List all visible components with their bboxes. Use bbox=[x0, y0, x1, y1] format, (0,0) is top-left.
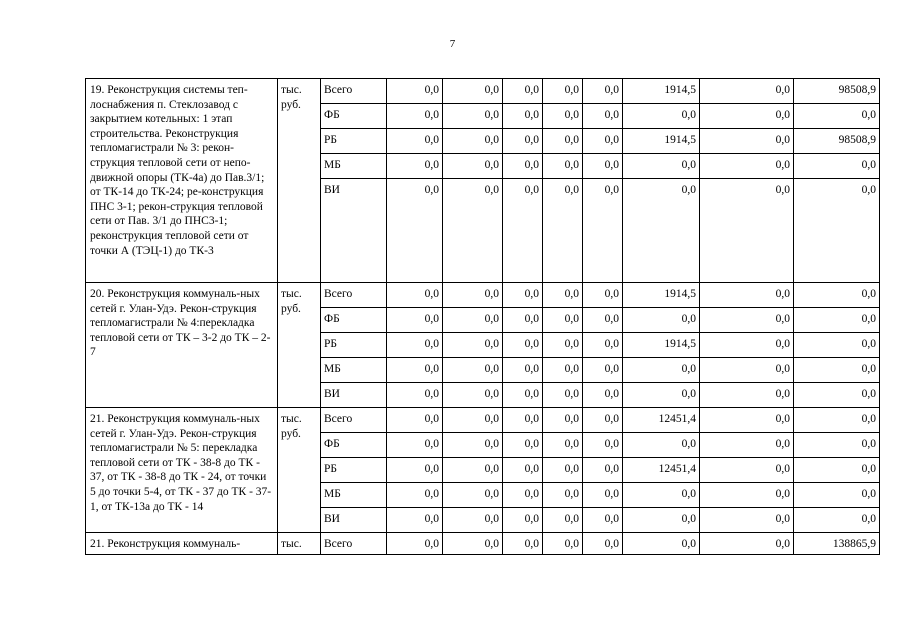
value-cell: 0,0 bbox=[583, 104, 623, 129]
measure-description: 19. Реконструкция системы теп-лоснабжения п. Стеклозавод с закрытием котельных: 1 этап строительства. Реконструкция тепломагистрали № 3: рекон-струкция тепловой сети от непо-движной опоры (ТК-4а) до Пав.3/1; от ТК-14 до ТК-24; ре-конструкция ПНС 3-1; рекон-струкция тепловой сети от Пав. 3/1 до ПНС3-1; реконструкция тепловой сети от точки А (ТЭЦ-1) до ТК-3 bbox=[86, 79, 278, 283]
value-cell: 0,0 bbox=[700, 308, 794, 333]
value-cell: 0,0 bbox=[623, 154, 700, 179]
unit-cell: тыс. руб. bbox=[278, 283, 321, 408]
value-cell: 0,0 bbox=[503, 508, 543, 533]
funding-source-label: ВИ bbox=[321, 508, 387, 533]
measure-description: 20. Реконструкция коммуналь-ных сетей г. Улан-Удэ. Рекон-струкция тепломагистрали № 4:перекладка тепловой сети от ТК – 3-2 до ТК – 2-7 bbox=[86, 283, 278, 408]
funding-source-label: ВИ bbox=[321, 179, 387, 283]
page-number: 7 bbox=[449, 38, 456, 50]
value-cell: 0,0 bbox=[583, 154, 623, 179]
value-cell: 0,0 bbox=[503, 458, 543, 483]
value-cell: 0,0 bbox=[443, 383, 503, 408]
value-cell: 0,0 bbox=[443, 483, 503, 508]
funding-source-label: РБ bbox=[321, 129, 387, 154]
value-cell: 0,0 bbox=[543, 179, 583, 283]
value-cell: 0,0 bbox=[794, 283, 880, 308]
value-cell: 0,0 bbox=[387, 358, 443, 383]
value-cell: 0,0 bbox=[623, 433, 700, 458]
value-cell: 0,0 bbox=[503, 154, 543, 179]
value-cell: 0,0 bbox=[543, 433, 583, 458]
value-cell: 0,0 bbox=[700, 283, 794, 308]
value-cell: 12451,4 bbox=[623, 408, 700, 433]
value-cell: 0,0 bbox=[387, 283, 443, 308]
value-cell: 0,0 bbox=[700, 154, 794, 179]
value-cell: 0,0 bbox=[543, 458, 583, 483]
value-cell: 0,0 bbox=[503, 129, 543, 154]
value-cell: 0,0 bbox=[443, 283, 503, 308]
value-cell: 0,0 bbox=[583, 508, 623, 533]
value-cell: 0,0 bbox=[443, 129, 503, 154]
value-cell: 0,0 bbox=[583, 433, 623, 458]
value-cell: 0,0 bbox=[443, 358, 503, 383]
value-cell: 0,0 bbox=[583, 408, 623, 433]
value-cell: 0,0 bbox=[387, 129, 443, 154]
value-cell: 0,0 bbox=[700, 533, 794, 555]
value-cell: 0,0 bbox=[543, 358, 583, 383]
value-cell: 0,0 bbox=[503, 308, 543, 333]
value-cell: 0,0 bbox=[700, 508, 794, 533]
value-cell: 0,0 bbox=[583, 533, 623, 555]
value-cell: 0,0 bbox=[794, 104, 880, 129]
table-row bbox=[86, 533, 880, 555]
value-cell: 0,0 bbox=[503, 179, 543, 283]
value-cell: 0,0 bbox=[503, 104, 543, 129]
value-cell: 0,0 bbox=[623, 308, 700, 333]
value-cell: 0,0 bbox=[543, 508, 583, 533]
value-cell: 1914,5 bbox=[623, 333, 700, 358]
value-cell: 0,0 bbox=[794, 408, 880, 433]
value-cell: 0,0 bbox=[794, 458, 880, 483]
value-cell: 0,0 bbox=[583, 483, 623, 508]
value-cell: 0,0 bbox=[387, 308, 443, 333]
value-cell: 0,0 bbox=[700, 179, 794, 283]
value-cell: 0,0 bbox=[443, 333, 503, 358]
value-cell: 0,0 bbox=[623, 358, 700, 383]
value-cell: 0,0 bbox=[700, 129, 794, 154]
value-cell: 0,0 bbox=[503, 433, 543, 458]
value-cell: 0,0 bbox=[543, 308, 583, 333]
value-cell: 0,0 bbox=[700, 483, 794, 508]
value-cell: 0,0 bbox=[503, 408, 543, 433]
funding-source-label: Всего bbox=[321, 408, 387, 433]
value-cell: 0,0 bbox=[543, 483, 583, 508]
value-cell: 0,0 bbox=[623, 104, 700, 129]
value-cell: 98508,9 bbox=[794, 129, 880, 154]
value-cell: 1914,5 bbox=[623, 79, 700, 104]
value-cell: 0,0 bbox=[443, 458, 503, 483]
value-cell: 0,0 bbox=[700, 458, 794, 483]
funding-source-label: ВИ bbox=[321, 383, 387, 408]
value-cell: 0,0 bbox=[387, 333, 443, 358]
value-cell: 0,0 bbox=[623, 483, 700, 508]
unit-cell: тыс. руб. bbox=[278, 408, 321, 533]
value-cell: 0,0 bbox=[794, 383, 880, 408]
value-cell: 0,0 bbox=[443, 533, 503, 555]
value-cell: 0,0 bbox=[443, 104, 503, 129]
table-row bbox=[86, 408, 880, 433]
value-cell: 0,0 bbox=[623, 179, 700, 283]
value-cell: 0,0 bbox=[387, 383, 443, 408]
table-row bbox=[86, 79, 880, 104]
value-cell: 0,0 bbox=[794, 358, 880, 383]
value-cell: 0,0 bbox=[543, 333, 583, 358]
value-cell: 0,0 bbox=[543, 129, 583, 154]
value-cell: 0,0 bbox=[443, 508, 503, 533]
value-cell: 0,0 bbox=[583, 358, 623, 383]
funding-source-label: МБ bbox=[321, 358, 387, 383]
value-cell: 0,0 bbox=[387, 179, 443, 283]
value-cell: 0,0 bbox=[543, 533, 583, 555]
value-cell: 0,0 bbox=[503, 283, 543, 308]
value-cell: 0,0 bbox=[503, 483, 543, 508]
value-cell: 0,0 bbox=[700, 333, 794, 358]
value-cell: 0,0 bbox=[700, 408, 794, 433]
funding-source-label: МБ bbox=[321, 154, 387, 179]
value-cell: 0,0 bbox=[503, 383, 543, 408]
value-cell: 0,0 bbox=[387, 104, 443, 129]
value-cell: 0,0 bbox=[623, 383, 700, 408]
measure-description: 21. Реконструкция коммуналь-ных сетей г. Улан-Удэ. Рекон-струкция тепломагистрали № 5: перекладка тепловой сети от ТК - 38-8 до ТК - 37, от ТК - 38-8 до ТК - 24, от точки 5 до точки 5-4, от ТК - 37 до ТК - 37-1, от ТК-13а до ТК - 14 bbox=[86, 408, 278, 533]
value-cell: 0,0 bbox=[583, 283, 623, 308]
value-cell: 0,0 bbox=[387, 483, 443, 508]
measure-description: 21. Реконструкция коммуналь- bbox=[86, 533, 278, 555]
value-cell: 0,0 bbox=[794, 154, 880, 179]
value-cell: 0,0 bbox=[583, 333, 623, 358]
funding-source-label: МБ bbox=[321, 483, 387, 508]
value-cell: 0,0 bbox=[443, 179, 503, 283]
value-cell: 0,0 bbox=[794, 179, 880, 283]
table-row bbox=[86, 283, 880, 308]
value-cell: 0,0 bbox=[543, 104, 583, 129]
value-cell: 0,0 bbox=[543, 408, 583, 433]
value-cell: 0,0 bbox=[443, 79, 503, 104]
funding-source-label: Всего bbox=[321, 79, 387, 104]
value-cell: 0,0 bbox=[503, 358, 543, 383]
value-cell: 0,0 bbox=[387, 508, 443, 533]
value-cell: 0,0 bbox=[700, 383, 794, 408]
value-cell: 1914,5 bbox=[623, 129, 700, 154]
value-cell: 0,0 bbox=[503, 533, 543, 555]
funding-source-label: ФБ bbox=[321, 433, 387, 458]
value-cell: 0,0 bbox=[387, 533, 443, 555]
value-cell: 0,0 bbox=[543, 383, 583, 408]
unit-cell: тыс. руб. bbox=[278, 79, 321, 283]
value-cell: 0,0 bbox=[543, 79, 583, 104]
value-cell: 0,0 bbox=[583, 458, 623, 483]
value-cell: 0,0 bbox=[794, 333, 880, 358]
unit-cell: тыс. bbox=[278, 533, 321, 555]
value-cell: 0,0 bbox=[623, 533, 700, 555]
value-cell: 0,0 bbox=[700, 433, 794, 458]
value-cell: 0,0 bbox=[387, 408, 443, 433]
value-cell: 0,0 bbox=[623, 508, 700, 533]
value-cell: 0,0 bbox=[543, 154, 583, 179]
value-cell: 0,0 bbox=[503, 333, 543, 358]
funding-source-label: РБ bbox=[321, 458, 387, 483]
value-cell: 0,0 bbox=[443, 408, 503, 433]
value-cell: 0,0 bbox=[583, 179, 623, 283]
value-cell: 12451,4 bbox=[623, 458, 700, 483]
value-cell: 0,0 bbox=[443, 433, 503, 458]
value-cell: 0,0 bbox=[387, 458, 443, 483]
budget-table bbox=[85, 78, 880, 555]
value-cell: 0,0 bbox=[794, 483, 880, 508]
value-cell: 0,0 bbox=[583, 129, 623, 154]
funding-source-label: РБ bbox=[321, 333, 387, 358]
value-cell: 98508,9 bbox=[794, 79, 880, 104]
value-cell: 0,0 bbox=[794, 308, 880, 333]
value-cell: 138865,9 bbox=[794, 533, 880, 555]
value-cell: 0,0 bbox=[583, 308, 623, 333]
value-cell: 0,0 bbox=[387, 79, 443, 104]
value-cell: 0,0 bbox=[794, 508, 880, 533]
value-cell: 0,0 bbox=[583, 383, 623, 408]
value-cell: 0,0 bbox=[387, 433, 443, 458]
value-cell: 0,0 bbox=[503, 79, 543, 104]
value-cell: 0,0 bbox=[387, 154, 443, 179]
value-cell: 0,0 bbox=[443, 308, 503, 333]
value-cell: 0,0 bbox=[583, 79, 623, 104]
funding-source-label: Всего bbox=[321, 533, 387, 555]
funding-source-label: ФБ bbox=[321, 308, 387, 333]
value-cell: 0,0 bbox=[543, 283, 583, 308]
value-cell: 0,0 bbox=[700, 104, 794, 129]
funding-source-label: ФБ bbox=[321, 104, 387, 129]
value-cell: 1914,5 bbox=[623, 283, 700, 308]
value-cell: 0,0 bbox=[700, 79, 794, 104]
funding-source-label: Всего bbox=[321, 283, 387, 308]
value-cell: 0,0 bbox=[700, 358, 794, 383]
value-cell: 0,0 bbox=[443, 154, 503, 179]
value-cell: 0,0 bbox=[794, 433, 880, 458]
